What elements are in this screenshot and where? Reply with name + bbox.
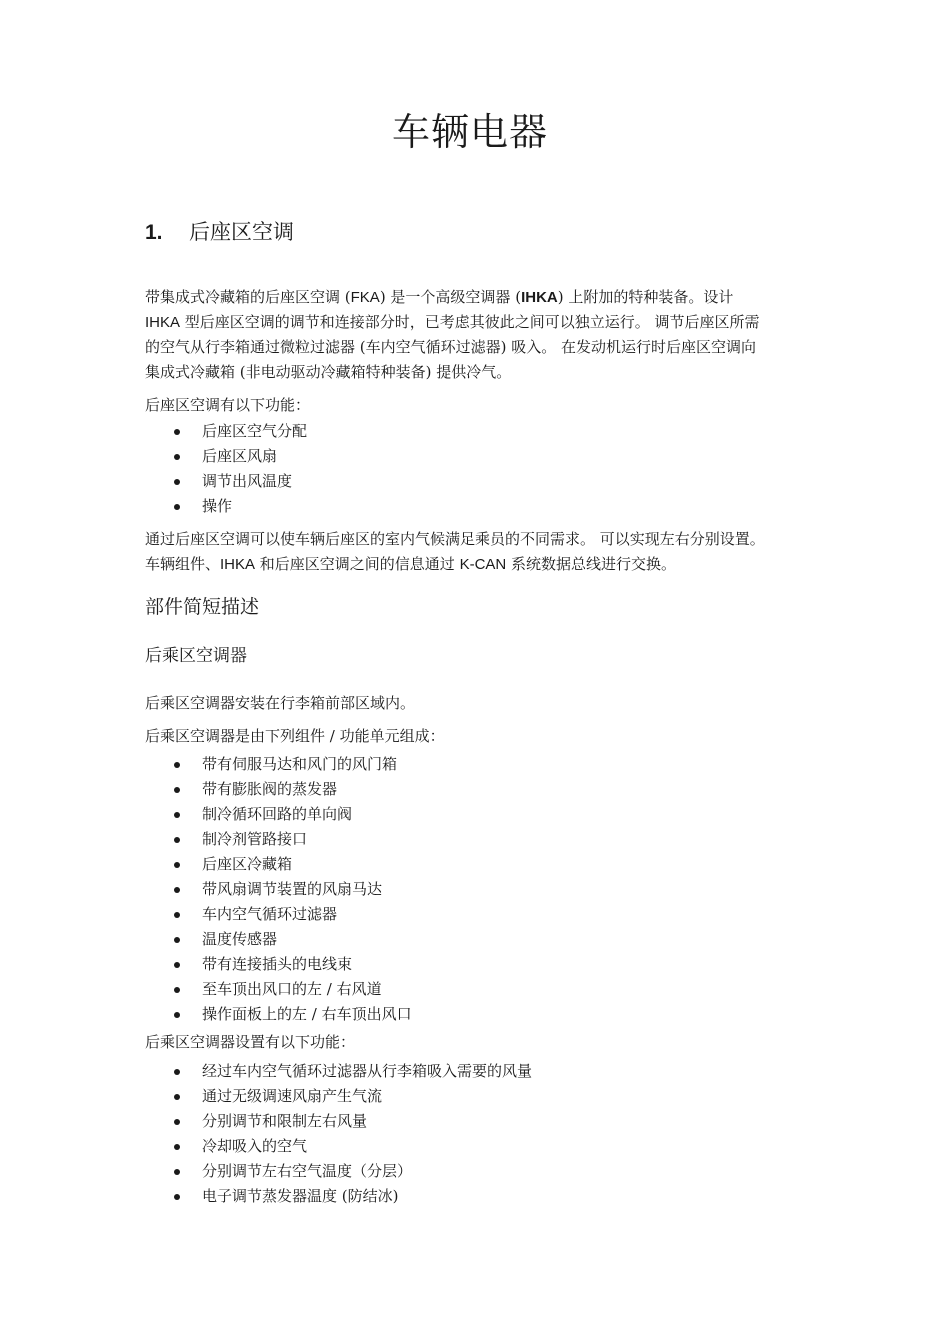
- bullet-icon: [174, 1144, 180, 1150]
- bullet-icon: [174, 1012, 180, 1018]
- bullet-icon: [174, 454, 180, 460]
- bullet-icon: [174, 1094, 180, 1100]
- list-item: 分别调节左右空气温度（分层）: [145, 1159, 810, 1184]
- list-item: 通过无级调速风扇产生气流: [145, 1084, 810, 1109]
- subsubheading: 后乘区空调器: [145, 646, 247, 666]
- install-text: 后乘区空调器安装在行李箱前部区域内。: [145, 694, 416, 712]
- bullet-icon: [174, 1194, 180, 1200]
- functions-list: [145, 419, 810, 519]
- bullet-icon: [174, 962, 180, 968]
- section-title: 后座区空调: [189, 220, 294, 244]
- list-item: 制冷剂管路接口: [145, 827, 810, 852]
- bullet-icon: [174, 987, 180, 993]
- bullet-icon: [174, 862, 180, 868]
- list-item: 冷却吸入的空气: [145, 1134, 810, 1159]
- components-intro: 后乘区空调器是由下列组件 / 功能单元组成：: [145, 727, 445, 745]
- section-number: 1.: [145, 221, 163, 244]
- list-item: 温度传感器: [145, 927, 810, 952]
- bullet-icon: [174, 504, 180, 510]
- para2-line-2: 车辆组件、IHKA 和后座区空调之间的信息通过 K-CAN 系统数据总线进行交换。: [145, 555, 677, 573]
- para2-line-1: 通过后座区空调可以使车辆后座区的室内气候满足乘员的不同需求。 可以实现左右分别设置。: [145, 530, 765, 548]
- section-heading: [145, 216, 294, 249]
- list-item: 后座区冷藏箱: [145, 852, 810, 877]
- bullet-icon: [174, 762, 180, 768]
- list-item: 调节出风温度: [145, 469, 810, 494]
- components-list: [145, 752, 810, 1027]
- list-item: 带有连接插头的电线束: [145, 952, 810, 977]
- bullet-icon: [174, 1119, 180, 1125]
- intro-line-3: 的空气从行李箱通过微粒过滤器 (车内空气循环过滤器) 吸入。 在发动机运行时后座区空调向: [145, 338, 757, 356]
- bullet-icon: [174, 479, 180, 485]
- list-item: 操作面板上的左 / 右车顶出风口: [145, 1002, 810, 1027]
- list-item: 分别调节和限制左右风量: [145, 1109, 810, 1134]
- intro-line-2: IHKA 型后座区空调的调节和连接部分时，已考虑其彼此之间可以独立运行。 调节后座区所需: [145, 313, 760, 331]
- paragraph-2: [145, 527, 810, 577]
- bullet-icon: [174, 787, 180, 793]
- intro-line-1: 带集成式冷藏箱的后座区空调 (FKA) 是一个高级空调器 (IHKA) 上附加的特种装备。设计: [145, 288, 734, 306]
- bullet-icon: [174, 837, 180, 843]
- bullet-icon: [174, 1169, 180, 1175]
- bullet-icon: [174, 912, 180, 918]
- intro-line-4: 集成式冷藏箱 (非电动驱动冷藏箱特种装备) 提供冷气。: [145, 363, 512, 381]
- bullet-icon: [174, 937, 180, 943]
- settings-list: [145, 1059, 810, 1209]
- intro-paragraph: [145, 285, 810, 385]
- functions-intro: 后座区空调有以下功能：: [145, 396, 311, 414]
- bullet-icon: [174, 887, 180, 893]
- list-item: 车内空气循环过滤器: [145, 902, 810, 927]
- bullet-icon: [174, 429, 180, 435]
- list-item: 带风扇调节装置的风扇马达: [145, 877, 810, 902]
- subheading: 部件简短描述: [145, 596, 260, 618]
- list-item: 带有膨胀阀的蒸发器: [145, 777, 810, 802]
- list-item: 操作: [145, 494, 810, 519]
- list-item: 电子调节蒸发器温度 (防结冰): [145, 1184, 810, 1209]
- list-item: 后座区空气分配: [145, 419, 810, 444]
- list-item: 制冷循环回路的单向阀: [145, 802, 810, 827]
- list-item: 至车顶出风口的左 / 右风道: [145, 977, 810, 1002]
- list-item: 带有伺服马达和风门的风门箱: [145, 752, 810, 777]
- list-item: 经过车内空气循环过滤器从行李箱吸入需要的风量: [145, 1059, 810, 1084]
- page-title: [0, 104, 950, 160]
- page-title-text: 车辆电器: [391, 110, 548, 154]
- bullet-icon: [174, 1069, 180, 1075]
- list-item: 后座区风扇: [145, 444, 810, 469]
- bullet-icon: [174, 812, 180, 818]
- settings-intro: 后乘区空调器设置有以下功能：: [145, 1033, 356, 1051]
